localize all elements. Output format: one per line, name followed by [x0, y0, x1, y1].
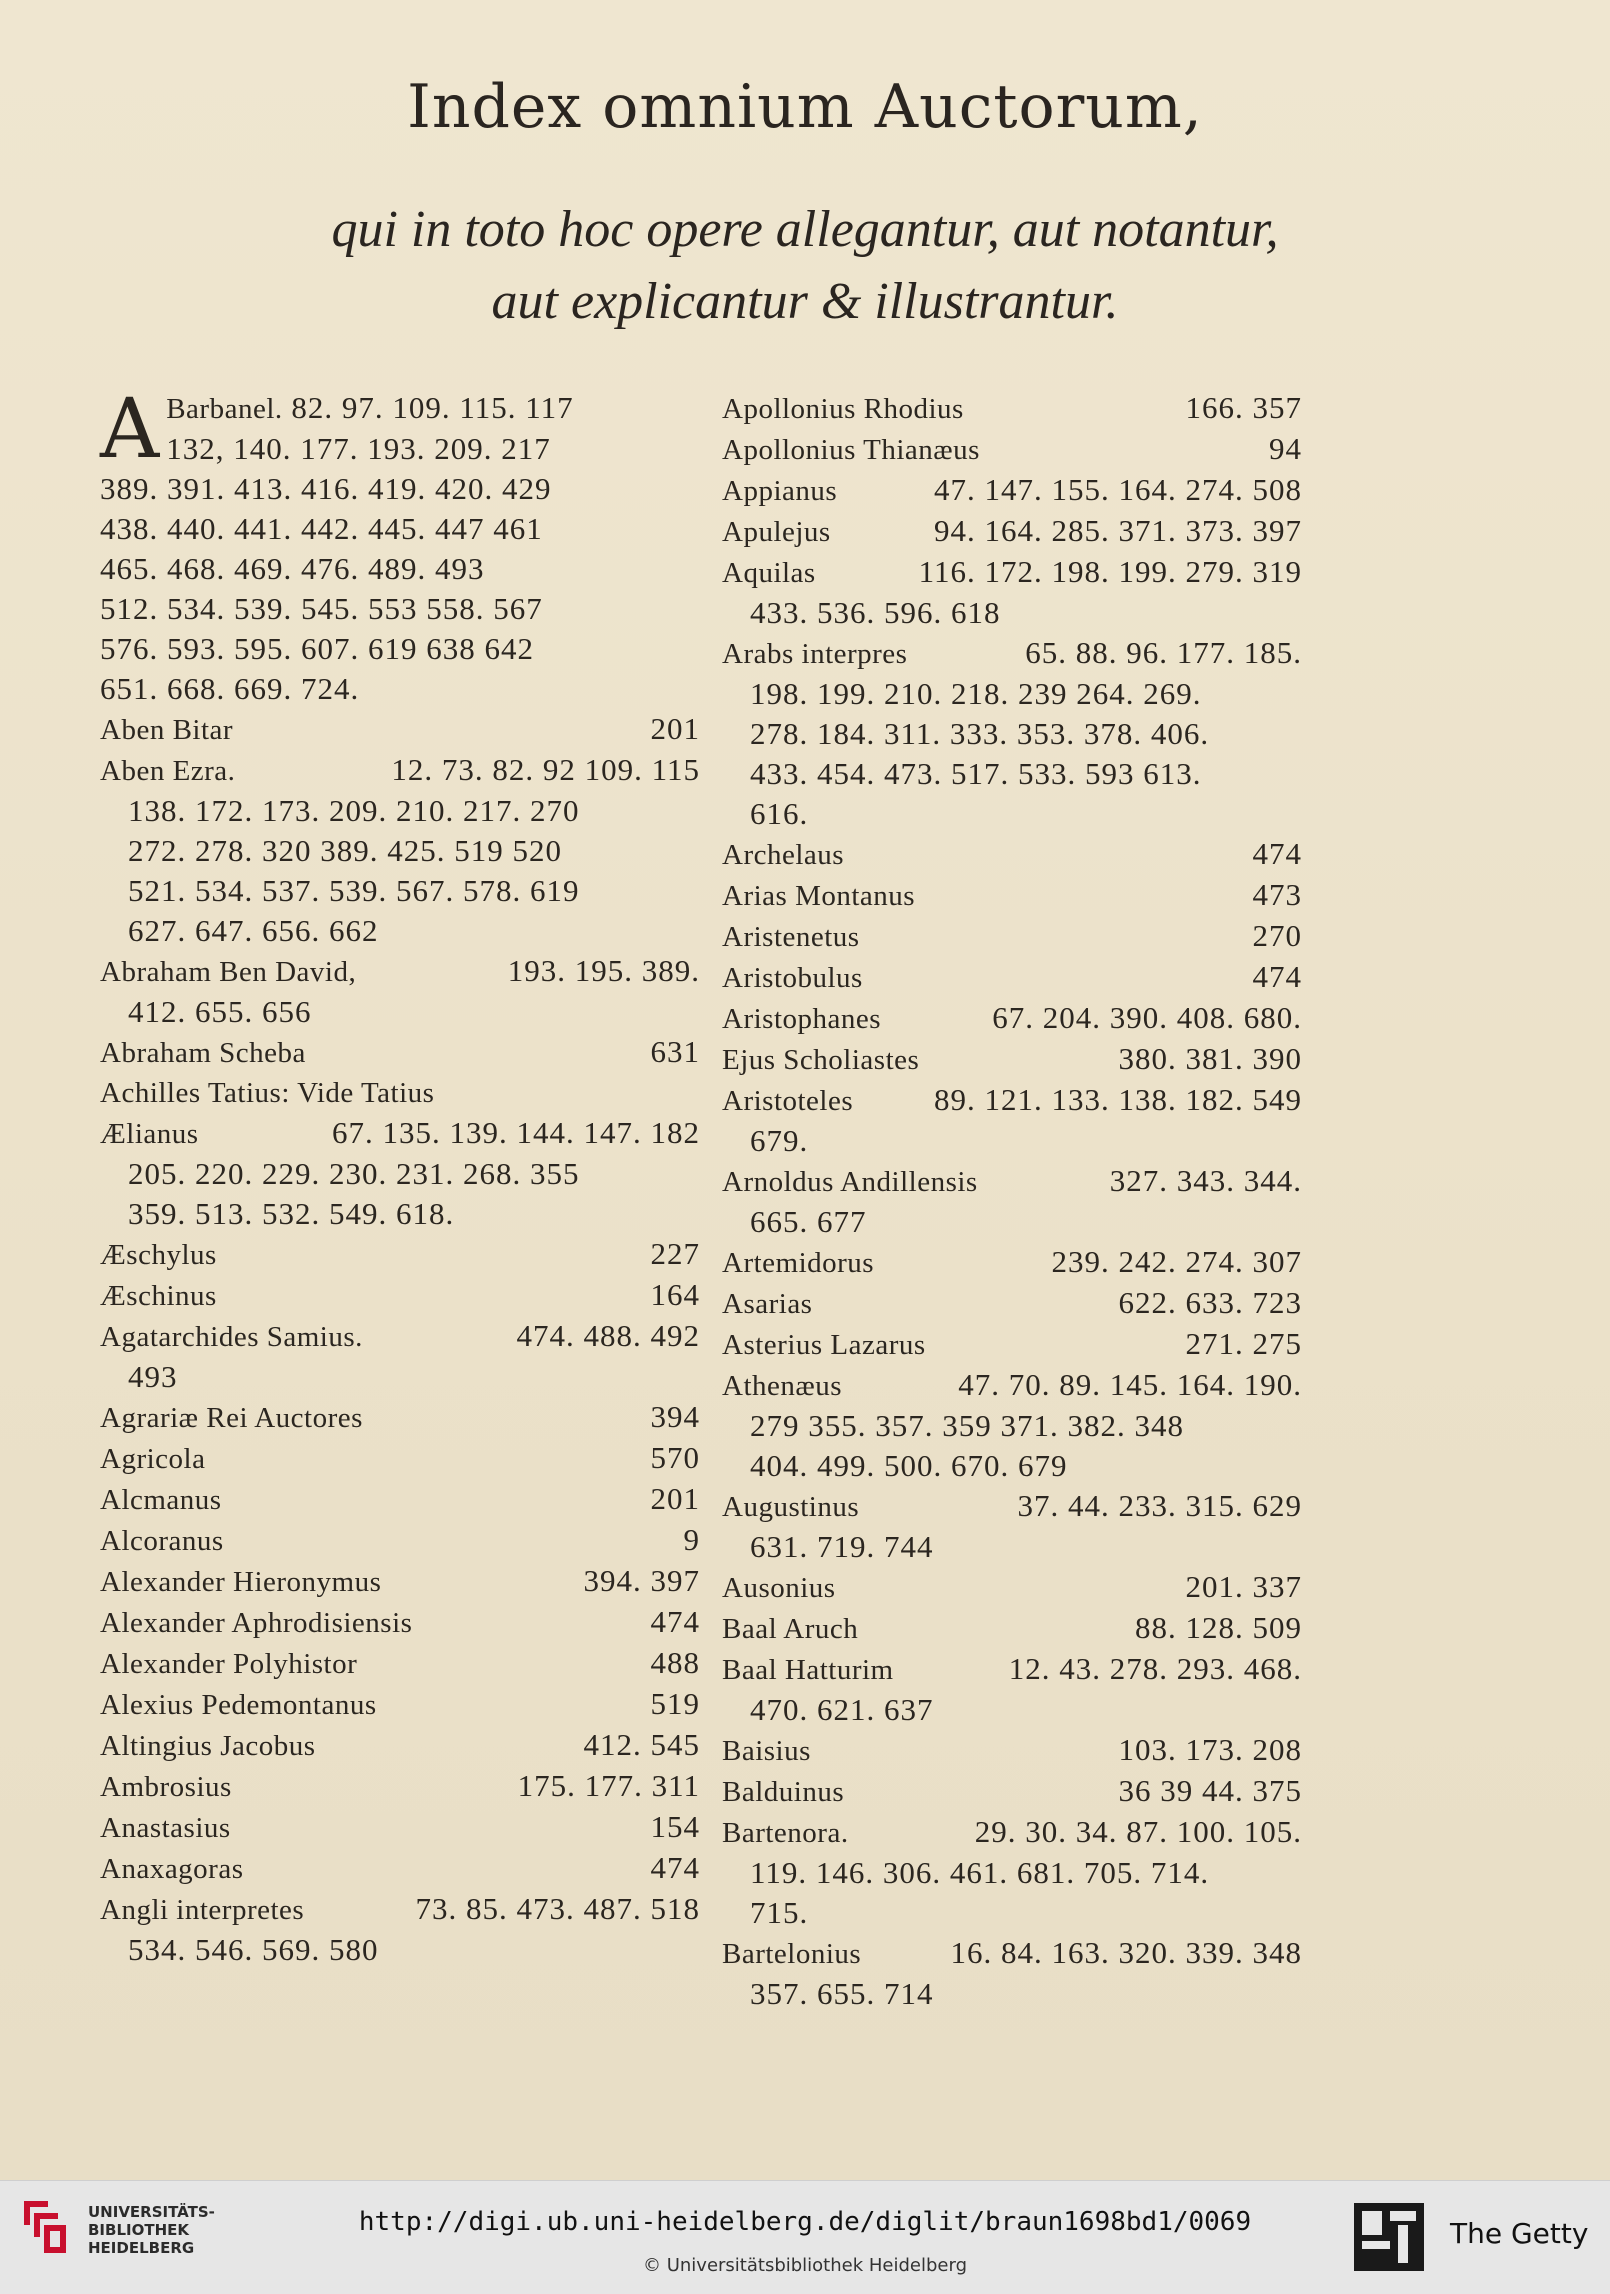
index-entry	[722, 1039, 1302, 1080]
entry-line	[100, 1520, 700, 1561]
getty-logo-icon	[1354, 2203, 1424, 2271]
index-entry	[100, 1684, 700, 1725]
entry-continuation: 493	[128, 1359, 178, 1394]
entry-name: Asterius Lazarus	[722, 1329, 926, 1361]
entry-pages: 570	[650, 1440, 700, 1475]
index-entry	[722, 511, 1302, 552]
entry-name: Agatarchides Samius.	[100, 1321, 363, 1353]
entry-line	[722, 1649, 1302, 1690]
entry-name: Arias Montanus	[722, 880, 916, 912]
entry-line	[100, 1032, 700, 1073]
index-entry	[722, 1812, 1302, 1933]
entry-pages: 576. 593. 595. 607. 619 638 642	[100, 631, 534, 666]
entry-continuation: 119. 146. 306. 461. 681. 705. 714.	[750, 1855, 1210, 1890]
entry-line	[100, 1561, 700, 1602]
entry-name: Abraham Scheba	[100, 1037, 306, 1069]
entry-pages: 394	[650, 1399, 700, 1434]
index-entry	[100, 1073, 700, 1113]
entry-name: Apollonius Thianæus	[722, 434, 980, 466]
entry-continuation: 278. 184. 311. 333. 353. 378. 406.	[750, 716, 1210, 751]
entry-line	[722, 1771, 1302, 1812]
entry-name: Artemidorus	[722, 1247, 875, 1279]
index-entry	[722, 429, 1302, 470]
index-entry	[100, 1807, 700, 1848]
entry-name: Aben Ezra.	[100, 755, 236, 787]
entry-pages: 37. 44. 233. 315. 629	[1017, 1488, 1302, 1523]
entry-name: Abraham Ben David,	[100, 956, 357, 988]
library-name: UNIVERSITÄTS- BIBLIOTHEK HEIDELBERG	[88, 2203, 215, 2257]
entry-line	[100, 709, 700, 750]
index-entry	[722, 1608, 1302, 1649]
entry-name: Baal Hatturim	[722, 1654, 894, 1686]
entry-continuation: 521. 534. 537. 539. 567. 578. 619	[128, 873, 580, 908]
entry-pages: 631	[650, 1034, 700, 1069]
entry-line	[722, 388, 1302, 429]
entry-line	[100, 1113, 700, 1154]
entry-line	[722, 1730, 1302, 1771]
index-entry	[722, 633, 1302, 834]
entry-pages: 512. 534. 539. 545. 553 558. 567	[100, 591, 543, 626]
entry-line	[722, 916, 1302, 957]
entry-line	[100, 1479, 700, 1520]
entry-continuation: 679.	[750, 1123, 809, 1158]
entry-name: Æschylus	[100, 1239, 217, 1271]
getty-label: The Getty	[1450, 2217, 1589, 2250]
entry-name: Ejus Scholiastes	[722, 1044, 920, 1076]
entry-name: Athenæus	[722, 1370, 842, 1402]
subtitle-line-1: qui in toto hoc opere allegantur, aut notantur,	[331, 201, 1279, 258]
entry-continuation: 198. 199. 210. 218. 239 264. 269.	[750, 676, 1202, 711]
index-entry	[722, 1365, 1302, 1486]
index-entry	[100, 1520, 700, 1561]
entry-name: Arabs interpres	[722, 638, 908, 670]
left-column	[100, 382, 700, 1970]
entry-name: Aben Bitar	[100, 714, 234, 746]
entry-name: Apulejus	[722, 516, 831, 548]
entry-line	[100, 1316, 700, 1357]
entry-pages: 651. 668. 669. 724.	[100, 671, 360, 706]
entry-pages: 239. 242. 274. 307	[1051, 1244, 1302, 1279]
entry-line	[100, 1602, 700, 1643]
right-entry-list	[722, 388, 1302, 2014]
viewer-footer	[0, 2180, 1610, 2294]
entry-continuation: 627. 647. 656. 662	[128, 913, 379, 948]
index-entry	[100, 1725, 700, 1766]
entry-line	[722, 1608, 1302, 1649]
left-entry-list	[100, 709, 700, 1970]
entry-pages: 65. 88. 96. 177. 185.	[1025, 635, 1302, 670]
index-entry	[722, 388, 1302, 429]
entry-pages: 9	[683, 1522, 700, 1557]
index-entry	[722, 1933, 1302, 2014]
index-entry	[722, 957, 1302, 998]
index-entry	[722, 1567, 1302, 1608]
entry-pages: 67. 204. 390. 408. 680.	[992, 1000, 1302, 1035]
index-entry	[100, 1479, 700, 1520]
entry-name: Augustinus	[722, 1491, 860, 1523]
index-entry	[100, 750, 700, 951]
index-entry	[722, 1730, 1302, 1771]
entry-name: Agrariæ Rei Auctores	[100, 1402, 363, 1434]
index-entry	[722, 875, 1302, 916]
entry-line	[100, 1275, 700, 1316]
entry-pages: 103. 173. 208	[1118, 1732, 1302, 1767]
entry-line	[100, 1643, 700, 1684]
copyright-notice: © Universitätsbibliothek Heidelberg	[642, 2255, 967, 2276]
entry-name: Angli interpretes	[100, 1894, 305, 1926]
index-entry	[722, 1283, 1302, 1324]
entry-continuation: 631. 719. 744	[750, 1529, 934, 1564]
entry-line	[722, 511, 1302, 552]
entry-continuation: 534. 546. 569. 580	[128, 1932, 379, 1967]
entry-pages: 12. 73. 82. 92 109. 115	[391, 752, 700, 787]
entry-continuation: 404. 499. 500. 670. 679	[750, 1448, 1068, 1483]
entry-pages: 474	[1252, 959, 1302, 994]
entry-pages: 47. 147. 155. 164. 274. 508	[934, 472, 1302, 507]
entry-name: Barbanel.	[166, 393, 283, 425]
entry-name: Alexius Pedemontanus	[100, 1689, 377, 1721]
entry-line	[722, 1080, 1302, 1121]
entry-pages: 474	[650, 1850, 700, 1885]
entry-line	[100, 1073, 700, 1113]
entry-pages: 88. 128. 509	[1135, 1610, 1302, 1645]
index-entry	[100, 1397, 700, 1438]
entry-continuation: 470. 621. 637	[750, 1692, 934, 1727]
entry-name: Alexander Polyhistor	[100, 1648, 358, 1680]
entry-name: Balduinus	[722, 1776, 845, 1808]
entry-pages: 166. 357	[1185, 390, 1302, 425]
entry-pages: 519	[650, 1686, 700, 1721]
entry-line	[100, 1234, 700, 1275]
entry-line	[722, 1161, 1302, 1202]
entry-name: Anastasius	[100, 1812, 231, 1844]
index-entry	[722, 1771, 1302, 1812]
entry-pages: 488	[650, 1645, 700, 1680]
first-index-entry	[100, 382, 700, 709]
entry-pages: 132, 140. 177. 193. 209. 217	[166, 431, 551, 466]
entry-pages: 473	[1252, 877, 1302, 912]
entry-continuation: 665. 677	[750, 1204, 867, 1239]
entry-pages: 622. 633. 723	[1118, 1285, 1302, 1320]
entry-continuation: 433. 454. 473. 517. 533. 593 613.	[750, 756, 1202, 791]
entry-line	[100, 1684, 700, 1725]
entry-line	[100, 1889, 700, 1930]
entry-continuation: 715.	[750, 1895, 809, 1930]
entry-name: Aristophanes	[722, 1003, 882, 1035]
entry-name: Aristobulus	[722, 962, 863, 994]
entry-line	[722, 1324, 1302, 1365]
entry-name: Alexander Hieronymus	[100, 1566, 382, 1598]
entry-name: Alcoranus	[100, 1525, 224, 1557]
entry-pages: 438. 440. 441. 442. 445. 447 461	[100, 511, 543, 546]
entry-line	[722, 470, 1302, 511]
entry-name: Baisius	[722, 1735, 811, 1767]
entry-name: Appianus	[722, 475, 838, 507]
entry-pages: 201. 337	[1185, 1569, 1302, 1604]
index-entry	[722, 1649, 1302, 1730]
entry-line	[100, 750, 700, 791]
index-entry	[100, 709, 700, 750]
entry-pages: 412. 545	[583, 1727, 700, 1762]
entry-name: Alexander Aphrodisiensis	[100, 1607, 413, 1639]
index-entry	[100, 1848, 700, 1889]
entry-pages: 380. 381. 390	[1118, 1041, 1302, 1076]
index-entry	[100, 1602, 700, 1643]
index-entry	[100, 1032, 700, 1073]
entry-pages: 73. 85. 473. 487. 518	[415, 1891, 700, 1926]
index-entry	[722, 916, 1302, 957]
entry-pages: 154	[650, 1809, 700, 1844]
entry-line	[100, 951, 700, 992]
entry-pages: 16. 84. 163. 320. 339. 348	[950, 1935, 1302, 1970]
entry-name: Ambrosius	[100, 1771, 232, 1803]
index-entry	[100, 1766, 700, 1807]
entry-continuation: 359. 513. 532. 549. 618.	[128, 1196, 455, 1231]
right-column	[722, 388, 1302, 2014]
index-entry	[722, 552, 1302, 633]
entry-line	[722, 1567, 1302, 1608]
index-entry	[722, 470, 1302, 511]
entry-pages: 89. 121. 133. 138. 182. 549	[934, 1082, 1302, 1117]
entry-pages: 201	[650, 1481, 700, 1516]
entry-line	[722, 552, 1302, 593]
entry-pages: 227	[650, 1236, 700, 1271]
permalink-url[interactable]: http://digi.ub.uni-heidelberg.de/diglit/braun1698bd1/0069	[358, 2207, 1252, 2237]
entry-pages: 116. 172. 198. 199. 279. 319	[918, 554, 1302, 589]
entry-name: Ausonius	[722, 1572, 836, 1604]
entry-pages: 94. 164. 285. 371. 373. 397	[934, 513, 1302, 548]
entry-name: Baal Aruch	[722, 1613, 859, 1645]
entry-name: Aristenetus	[722, 921, 860, 953]
entry-continuation: 272. 278. 320 389. 425. 519 520	[128, 833, 562, 868]
entry-pages: 82. 97. 109. 115. 117	[291, 390, 574, 425]
entry-continuation: 357. 655. 714	[750, 1976, 934, 2011]
entry-line	[100, 1807, 700, 1848]
entry-line	[722, 1365, 1302, 1406]
entry-name: Aquilas	[722, 557, 816, 589]
entry-line	[722, 1812, 1302, 1853]
entry-line	[722, 1242, 1302, 1283]
index-entry	[722, 834, 1302, 875]
index-entry	[722, 998, 1302, 1039]
index-entry	[100, 1316, 700, 1397]
entry-line	[100, 1848, 700, 1889]
entry-pages: 47. 70. 89. 145. 164. 190.	[958, 1367, 1302, 1402]
index-entry	[100, 1643, 700, 1684]
entry-pages: 327. 343. 344.	[1109, 1163, 1302, 1198]
index-entry	[722, 1486, 1302, 1567]
index-entry	[100, 1561, 700, 1602]
entry-line	[100, 1438, 700, 1479]
entry-pages: 271. 275	[1185, 1326, 1302, 1361]
entry-name: Æschinus	[100, 1280, 217, 1312]
entry-line	[100, 1397, 700, 1438]
entry-pages: 394. 397	[583, 1563, 700, 1598]
entry-pages: 67. 135. 139. 144. 147. 182	[332, 1115, 700, 1150]
entry-name: Arnoldus Andillensis	[722, 1166, 978, 1198]
entry-line	[722, 1039, 1302, 1080]
entry-name: Asarias	[722, 1288, 813, 1320]
entry-name: Archelaus	[722, 839, 845, 871]
entry-name: Ælianus	[100, 1118, 199, 1150]
entry-continuation: 279 355. 357. 359 371. 382. 348	[750, 1408, 1184, 1443]
entry-continuation: 433. 536. 596. 618	[750, 595, 1001, 630]
entry-name: Anaxagoras	[100, 1853, 244, 1885]
index-entry	[100, 1889, 700, 1970]
entry-name: Alcmanus	[100, 1484, 222, 1516]
entry-pages: 193. 195. 389.	[507, 953, 700, 988]
entry-name: Bartelonius	[722, 1938, 862, 1970]
entry-continuation: 616.	[750, 796, 809, 831]
entry-continuation: 412. 655. 656	[128, 994, 312, 1029]
index-entry	[100, 1234, 700, 1275]
index-entry	[100, 951, 700, 1032]
entry-pages: 29. 30. 34. 87. 100. 105.	[974, 1814, 1302, 1849]
entry-line	[722, 875, 1302, 916]
entry-name: Achilles Tatius: Vide Tatius	[100, 1077, 435, 1109]
entry-pages: 465. 468. 469. 476. 489. 493	[100, 551, 485, 586]
subtitle-line-2: aut explicantur & illustrantur.	[491, 273, 1119, 330]
entry-name: Aristoteles	[722, 1085, 854, 1117]
entry-pages: 270	[1252, 918, 1302, 953]
index-entry	[722, 1242, 1302, 1283]
entry-name: Bartenora.	[722, 1817, 849, 1849]
index-entry	[100, 1438, 700, 1479]
entry-name: Altingius Jacobus	[100, 1730, 316, 1762]
index-entry	[722, 1080, 1302, 1161]
entry-pages: 164	[650, 1277, 700, 1312]
entry-line	[722, 834, 1302, 875]
entry-pages: 474. 488. 492	[516, 1318, 700, 1353]
entry-pages: 94	[1269, 431, 1302, 466]
entry-line	[722, 633, 1302, 674]
entry-name: Agricola	[100, 1443, 206, 1475]
entry-continuation: 205. 220. 229. 230. 231. 268. 355	[128, 1156, 580, 1191]
index-entry	[722, 1324, 1302, 1365]
entry-line	[100, 1725, 700, 1766]
entry-pages: 12. 43. 278. 293. 468.	[1008, 1651, 1302, 1686]
entry-line	[722, 1283, 1302, 1324]
index-entry	[722, 1161, 1302, 1242]
entry-line	[722, 1933, 1302, 1974]
drop-cap: A	[100, 382, 161, 477]
entry-pages: 474	[650, 1604, 700, 1639]
page-title: Index omnium Auctorum,	[407, 72, 1203, 142]
index-entry	[100, 1113, 700, 1234]
entry-line	[722, 1486, 1302, 1527]
entry-line	[722, 998, 1302, 1039]
entry-line	[722, 957, 1302, 998]
index-entry	[100, 1275, 700, 1316]
entry-pages: 175. 177. 311	[517, 1768, 700, 1803]
entry-line	[100, 1766, 700, 1807]
entry-pages: 201	[650, 711, 700, 746]
entry-pages: 389. 391. 413. 416. 419. 420. 429	[100, 471, 552, 506]
entry-pages: 474	[1252, 836, 1302, 871]
entry-name: Apollonius Rhodius	[722, 393, 964, 425]
entry-line	[722, 429, 1302, 470]
entry-pages: 36 39 44. 375	[1118, 1773, 1302, 1808]
entry-continuation: 138. 172. 173. 209. 210. 217. 270	[128, 793, 580, 828]
